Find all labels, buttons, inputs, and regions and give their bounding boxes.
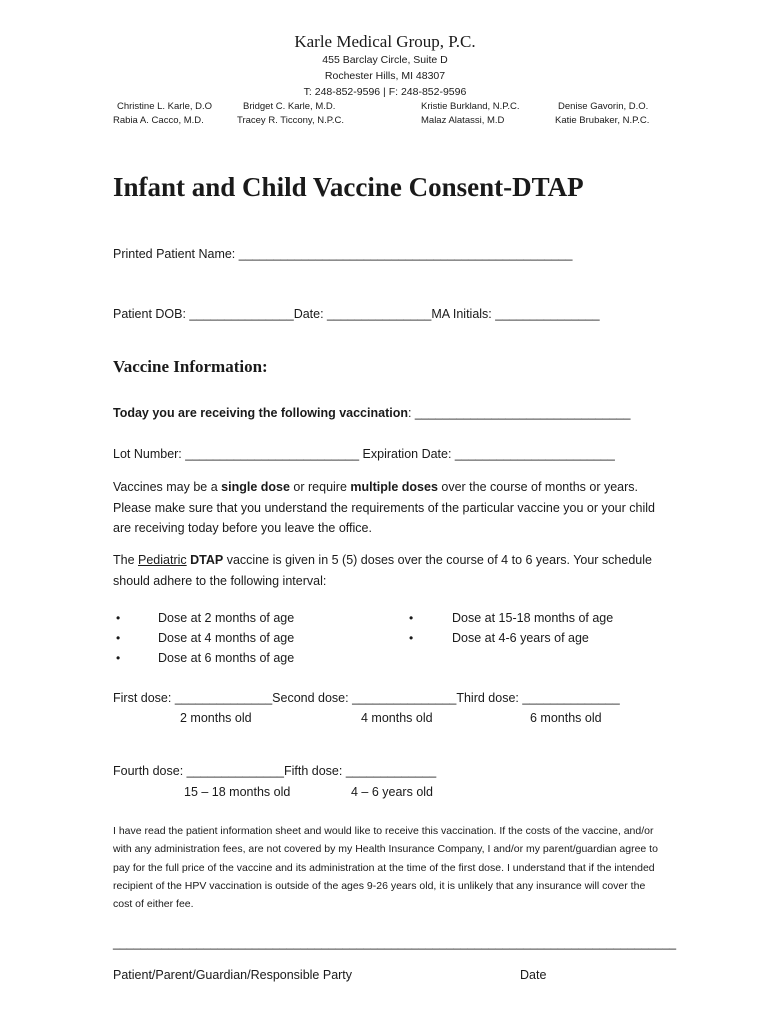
- signature-line[interactable]: _________________________________________________________________________________: [113, 936, 677, 950]
- dose-record-row-1[interactable]: First dose: ______________Second dose: _______________Third dose: ______________: [113, 691, 620, 705]
- dose-list-item: Dose at 6 months of age: [158, 651, 295, 665]
- vaccine-info-heading: Vaccine Information:: [113, 357, 268, 376]
- dose-age-label: 15 – 18 months old: [184, 785, 291, 799]
- dose-age-label: 6 months old: [530, 711, 602, 725]
- dose-list-item: Dose at 4 months of age: [158, 631, 295, 645]
- doses-text: Vaccines may be a: [113, 480, 222, 494]
- doses-paragraph: [113, 477, 663, 539]
- bullet-glyph: •: [409, 631, 414, 645]
- lot-expiration-fields[interactable]: Lot Number: _________________________ Expiration Date: _______________________: [113, 447, 615, 461]
- staff-name: Bridget C. Karle, M.D.: [243, 101, 336, 112]
- doses-text: or require: [289, 480, 351, 494]
- staff-name: Malaz Alatassi, M.D: [421, 115, 505, 126]
- bullet-glyph: •: [116, 631, 121, 645]
- pediatric-underlined: Pediatric: [138, 553, 187, 567]
- multiple-doses-emphasis: multiple doses: [350, 480, 438, 494]
- practice-name: Karle Medical Group, P.C.: [294, 32, 476, 51]
- address-line-2: Rochester Hills, MI 48307: [324, 70, 446, 82]
- dose-list-item: Dose at 4-6 years of age: [452, 631, 589, 645]
- dose-record-row-2[interactable]: Fourth dose: ______________Fifth dose: _____________: [113, 764, 437, 778]
- vaccination-received-blank: : _______________________________: [407, 406, 631, 420]
- doses-text: over the course of months or years. Please make sure that you understand the requirements of the particular vaccine you or your child are receiving today before you leave the office.: [113, 480, 655, 535]
- staff-name: Christine L. Karle, D.O: [117, 101, 213, 112]
- dose-list-item: Dose at 15-18 months of age: [452, 611, 614, 625]
- vaccination-received-field[interactable]: [113, 406, 630, 420]
- staff-name: Denise Gavorin, D.O.: [558, 101, 649, 112]
- patient-name-field[interactable]: Printed Patient Name: ________________________________________________: [113, 247, 573, 261]
- staff-name: Tracey R. Ticcony, N.P.C.: [237, 115, 344, 126]
- phone-fax-line: T: 248-852-9596 | F: 248-852-9596: [303, 86, 467, 98]
- single-dose-emphasis: single dose: [221, 480, 290, 494]
- consent-statement: I have read the patient information sheet and would like to receive this vaccination. If the costs of the vaccine, and/or with any administration fees, are not covered by my Health Insurance Company, I and/or my parent/guardian agree to pay for the full price of the vaccine and its administration at the time of the first dose. I understand that if the intended recipient of the HPV vaccination is outside of the ages 9-26 years old, it is unlikely that any insurance will cover the cost of either fee.: [113, 825, 658, 911]
- dob-date-initials-fields[interactable]: Patient DOB: _______________Date: _______________MA Initials: _______________: [113, 307, 600, 321]
- bullet-glyph: •: [409, 611, 414, 625]
- schedule-text: The: [113, 553, 139, 567]
- dtap-emphasis: DTAP: [190, 553, 224, 567]
- dose-age-label: 4 – 6 years old: [351, 785, 433, 799]
- form-title: Infant and Child Vaccine Consent-DTAP: [113, 172, 584, 202]
- staff-name: Kristie Burkland, N.P.C.: [421, 101, 520, 112]
- address-line-1: 455 Barclay Circle, Suite D: [322, 54, 448, 66]
- bullet-glyph: •: [116, 611, 121, 625]
- dose-age-label: 4 months old: [361, 711, 433, 725]
- staff-name: Katie Brubaker, N.P.C.: [555, 115, 650, 126]
- date-label: Date: [520, 968, 547, 982]
- signature-label: Patient/Parent/Guardian/Responsible Party: [113, 968, 353, 982]
- staff-name: Rabia A. Cacco, M.D.: [113, 115, 204, 126]
- vaccination-received-label: Today you are receiving the following vaccination: [113, 406, 408, 420]
- dose-age-label: 2 months old: [180, 711, 252, 725]
- bullet-glyph: •: [116, 651, 121, 665]
- schedule-text: vaccine is given in 5 (5) doses over the course of 4 to 6 years. Your schedule should adhere to the following interval:: [113, 553, 652, 588]
- schedule-paragraph: [113, 550, 663, 591]
- dose-list-item: Dose at 2 months of age: [158, 611, 295, 625]
